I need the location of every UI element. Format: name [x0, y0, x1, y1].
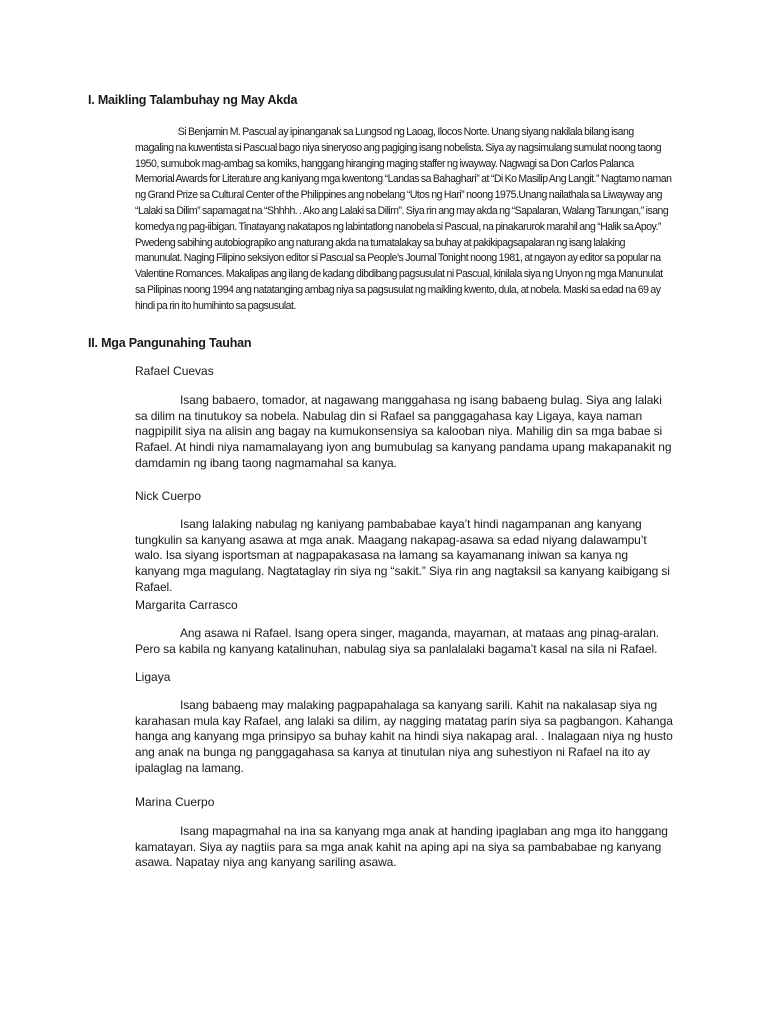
character-description: Isang mapagmahal na ina sa kanyang mga anak at handing ipaglaban ang mga ito hanggang kamatayan. Siya ay nagtiis para sa mga anak kahit na aping api na siya sa pambababae ng kanyang asawa. Napatay niya ang kanyang sariling asawa.	[135, 824, 668, 870]
section-heading-characters: II. Mga Pangunahing Tauhan	[88, 336, 252, 350]
character-description: Isang babaero, tomador, at nagawang manggahasa ng isang babaeng bulag. Siya ang lalaki sa dilim na tinutukoy sa nobela. Nabulag din si Rafael sa panggagahasa kay Ligaya, kaya naman nagpipilit siya na alisin ang bagay na kumukonsensiya sa kalooban niya. Mahilig din sa mga babae si Rafael. At hindi niya namamalayang iyon ang bumubulag sa kanyang pandama upang makapanakit ng damdamin ng ibang taong nagmamahal sa kanya.	[135, 393, 672, 470]
character-name: Marina Cuerpo	[135, 795, 215, 809]
character-description: Isang babaeng may malaking pagpapahalaga sa kanyang sarili. Kahit na nakalasap siya ng karahasan mula kay Rafael, ang lalaki sa dilim, ay nagging matatag parin siya sa pagbangon. Kahanga hanga ang kanyang mga prinsipyo sa buhay kahit na hindi siya nakapag aral. . Inalagaan niya ng husto ang anak na bunga ng panggagahasa sa kanya at tinutulan niya ang suhestiyon ni Rafael na ito ay ipalaglag na lamang.	[135, 698, 673, 775]
character-description: Ang asawa ni Rafael. Isang opera singer, maganda, mayaman, at mataas ang pinag-aralan. Pero sa kabila ng kanyang katalinuhan, nabulag siya sa panlalalaki bagama’t kasal na sila ni Rafael.	[135, 626, 660, 656]
character-name: Rafael Cuevas	[135, 364, 214, 378]
character-name: Ligaya	[135, 670, 171, 684]
character-name: Margarita Carrasco	[135, 598, 238, 612]
section-heading-biography: I. Maikling Talambuhay ng May Akda	[88, 93, 298, 107]
character-name: Nick Cuerpo	[135, 489, 202, 503]
biography-paragraph: Si Benjamin M. Pascual ay ipinanganak sa Lungsod ng Laoag, Ilocos Norte. Unang siyang nakilala bilang isang magaling na kuwentista si Pascual bago niya sineryoso ang pagiging isang nobelista. Siya ay nagsimulang sumulat noong taong 1950, sumubok mag-ambag sa komiks, hanggang hiranging maging staffer ng iwayway. Nagwagi sa Don Carlos Palanca Memorial Awards for Literature ang kaniyang mga kwentong “Landas sa Bahaghari” at “Di Ko Masilip Ang Langit.” Nagtamo naman ng Grand Prize sa Cultural Center of the Philippines ang nobelang “Utos ng Hari” noong 1975.Unang nailathala sa Liwayway ang “Lalaki sa Dilim” sapamagat na “Shhhh. . Ako ang Lalaki sa Dilim”. Siya rin ang may akda ng “Sapalaran, Walang Tanungan,” isang komedya ng pag-iibigan. Tinatayang nakatapos ng labintatlong nanobela si Pascual, na pinakarurok marahil ang “Halik sa Apoy.” Pwedeng sabihing autobiograpiko ang naturang akda na tumatalakay sa buhay at pakikipagsapalaran ng isang lalaking manunulat. Naging Filipino seksiyon editor si Pascual sa People’s Journal Tonight noong 1981, at ngayon ay editor sa popular na Valentine Romances. Makalipas ang ilang de kadang dibdibang pagsusulat ni Pascual, kinilala siya ng Unyon ng mga Manunulat sa Pilipinas noong 1994 ang natatanging ambag niya sa pagsusulat ng maikling kwento, dula, at nobela. Maski sa edad na 69 ay hindi pa rin ito humihinto sa pagsusulat.	[135, 126, 672, 312]
character-description: Isang lalaking nabulag ng kaniyang pambababae kaya’t hindi nagampanan ang kanyang tungkulin sa kanyang asawa at mga anak. Maagang nakapag-asawa sa edad niyang dalawampu’t walo. Isa siyang isportsman at nagpapakasasa na lamang sa kayamanang iniwan sa kanya ng kanyang mga magulang. Nagtataglay rin siya ng “sakit.” Siya rin ang nagtaksil sa kanyang kaibigang si Rafael.	[135, 517, 670, 594]
